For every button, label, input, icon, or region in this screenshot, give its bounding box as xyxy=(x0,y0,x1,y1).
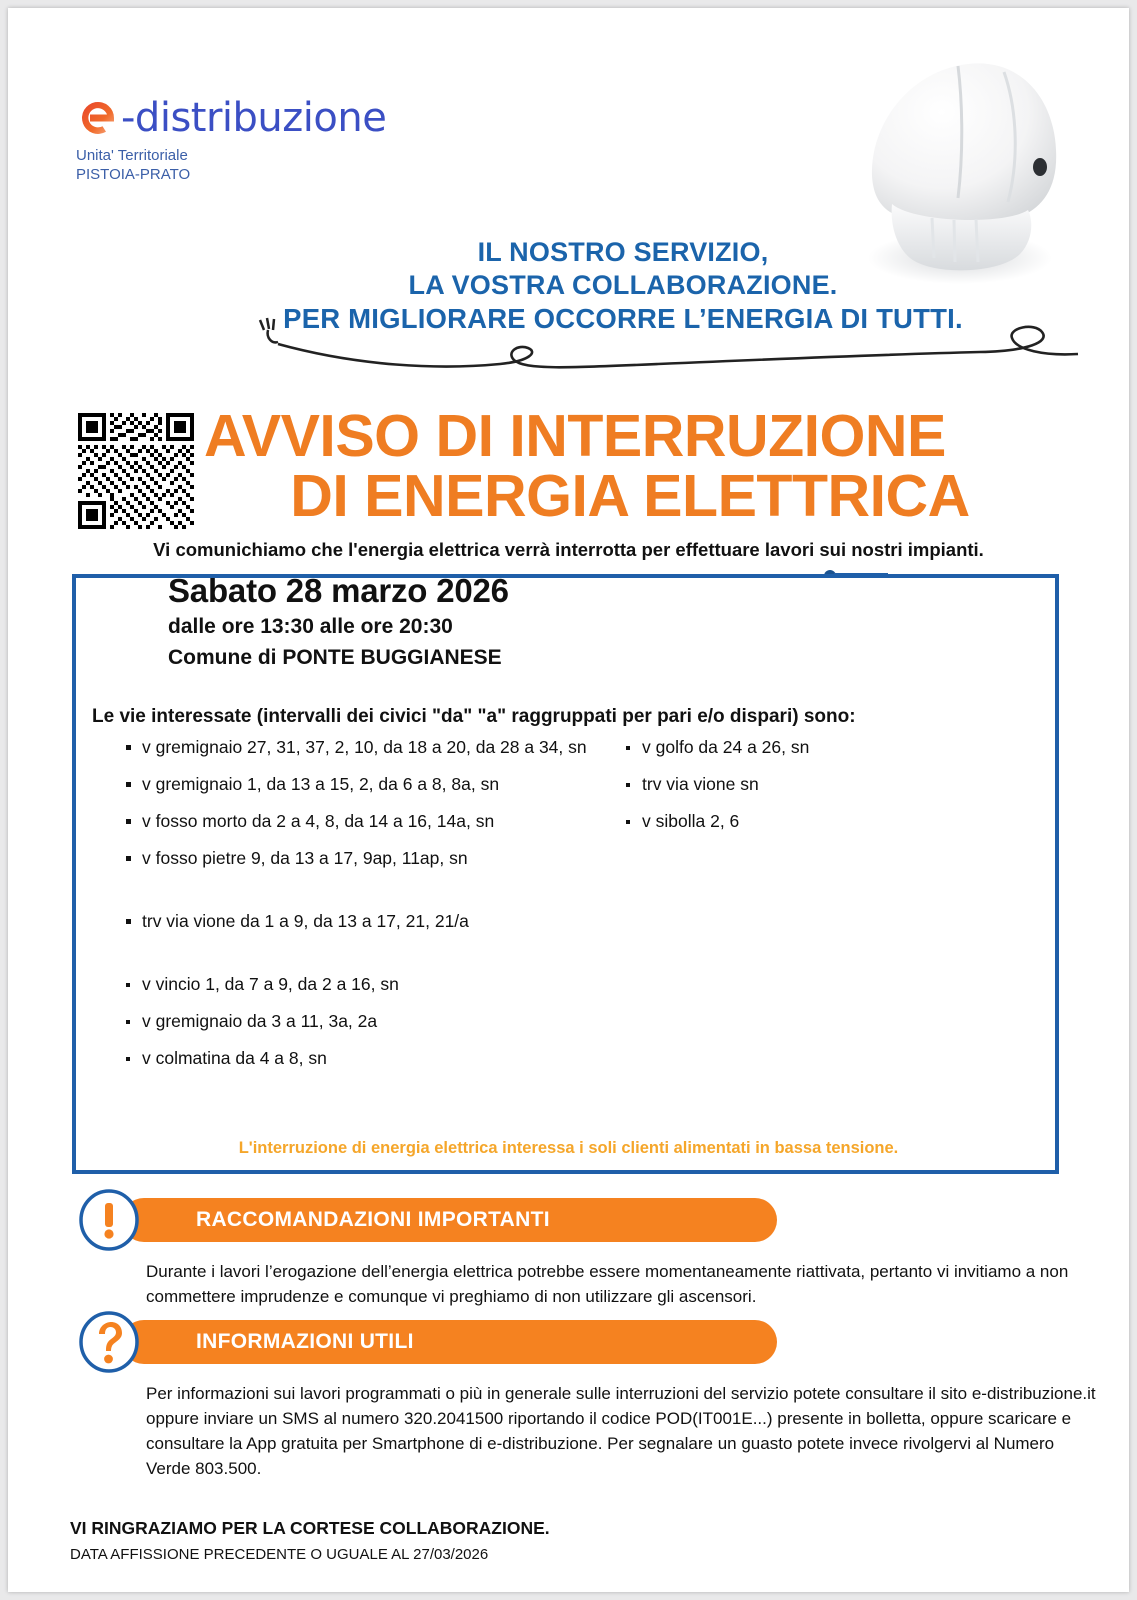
intro-text: Vi comunichiamo che l'energia elettrica verrà interrotta per effettuare lavori sui nostri impianti. xyxy=(153,539,984,560)
outage-when xyxy=(168,571,509,672)
useful-info-section xyxy=(78,1311,1096,1501)
recommendations-banner-label: RACCOMANDAZIONI IMPORTANTI xyxy=(196,1208,550,1231)
list-item: v colmatina da 4 a 8, sn xyxy=(122,1047,592,1070)
page-title-line-2: DI ENERGIA ELETTRICA xyxy=(290,463,970,529)
outage-hours: dalle ore 13:30 alle ore 20:30 xyxy=(168,615,453,638)
list-item: v gremignaio da 3 a 11, 3a, 2a xyxy=(122,1010,592,1033)
page-title xyxy=(204,403,1104,529)
slogan-line-2: LA VOSTRA COLLABORAZIONE. xyxy=(408,270,838,300)
streets-list-right xyxy=(622,736,1022,833)
power-cable-decoration xyxy=(238,308,1098,388)
outage-date: Sabato 28 marzo 2026 xyxy=(168,572,509,609)
page-title-line-1: AVVISO DI INTERRUZIONE xyxy=(204,403,946,469)
list-item: v golfo da 24 a 26, sn xyxy=(622,736,1022,759)
posting-date-line: DATA AFFISSIONE PRECEDENTE O UGUALE AL 27/03/2026 xyxy=(70,1546,489,1563)
notice-page xyxy=(8,8,1129,1592)
brand-logo xyxy=(76,96,386,184)
e-distribuzione-e-icon xyxy=(76,96,120,140)
list-item: v vincio 1, da 7 a 9, da 2 a 16, sn xyxy=(122,973,592,996)
recommendations-banner xyxy=(122,1198,777,1242)
list-item: v fosso pietre 9, da 13 a 17, 9ap, 11ap, sn xyxy=(122,847,592,870)
list-item: trv via vione sn xyxy=(622,773,1022,796)
list-item: v gremignaio 27, 31, 37, 2, 10, da 18 a 20, da 28 a 34, sn xyxy=(122,736,592,759)
list-item: v gremignaio 1, da 13 a 15, 2, da 6 a 8, 8a, sn xyxy=(122,773,592,796)
streets-list-left xyxy=(122,736,592,1070)
thanks-line: VI RINGRAZIAMO PER LA CORTESE COLLABORAZIONE. xyxy=(70,1518,550,1538)
slogan-line-1: IL NOSTRO SERVIZIO, xyxy=(477,237,769,267)
low-voltage-note: L'interruzione di energia elettrica interessa i soli clienti alimentati in bassa tensione. xyxy=(238,1139,899,1157)
unit-line-1: Unita' Territoriale xyxy=(76,147,188,164)
useful-info-body: Per informazioni sui lavori programmati o più in generale sulle interruzioni del servizio potete consultare il sito e-distribuzione.it oppure inviare un SMS al numero 320.2041500 riportando il codice POD(IT001E...) presente in bolletta, oppure scaricare e consultare la App gratuita per Smartphone di e-distribuzione. Per segnalare un guasto potete invece rivolgervi al Numero Verde 803.500. xyxy=(146,1384,1096,1478)
recommendations-body: Durante i lavori l’erogazione dell’energia elettrica potrebbe essere momentaneamente riattivata, pertanto vi invitiamo a non commettere imprudenze e comunque vi preghiamo di non utilizzare gli ascensori. xyxy=(146,1262,1069,1306)
useful-info-banner-label: INFORMAZIONI UTILI xyxy=(196,1330,414,1353)
list-item: v fosso morto da 2 a 4, 8, da 14 a 16, 14a, sn xyxy=(122,810,592,833)
qr-code xyxy=(78,413,194,529)
unit-line-2: PISTOIA-PRATO xyxy=(76,166,191,183)
question-mark-icon xyxy=(78,1311,140,1373)
outage-municipality: Comune di PONTE BUGGIANESE xyxy=(168,646,502,669)
brand-wordmark: -distribuzione xyxy=(121,95,387,141)
streets-column-right xyxy=(622,736,1022,847)
useful-info-banner xyxy=(122,1320,777,1364)
slogan-line-3: PER MIGLIORARE OCCORRE L’ENERGIA DI TUTTI. xyxy=(283,303,963,334)
list-item: trv via vione da 1 a 9, da 13 a 17, 21, 21/a xyxy=(122,910,592,933)
list-item: v sibolla 2, 6 xyxy=(622,810,1022,833)
streets-column-left xyxy=(122,736,592,1084)
streets-heading: Le vie interessate (intervalli dei civici "da" "a" raggruppati per pari e/o dispari) sono: xyxy=(92,706,856,727)
exclamation-icon xyxy=(78,1189,140,1251)
recommendations-section xyxy=(78,1189,1078,1309)
